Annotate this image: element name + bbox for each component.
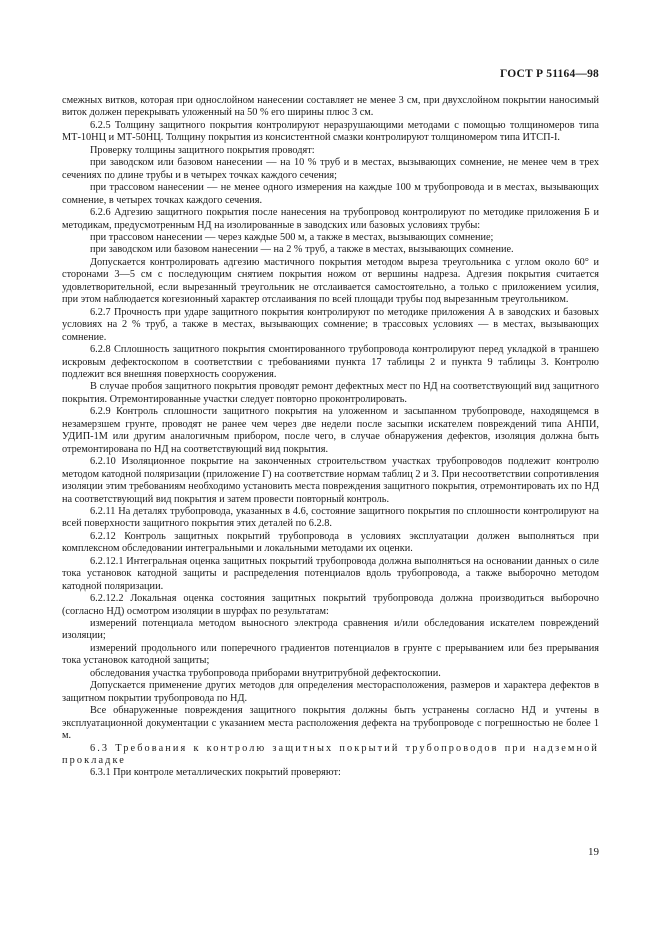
paragraph: обследования участка трубопровода приборами внутритрубной дефектоскопии. (90, 667, 441, 679)
paragraph: 6.2.9 Контроль сплошности защитного покрытия на уложенном и засыпанном трубопроводе, находящемся в незамерзшем грунте, проводят не ранее чем через две недели после засыпки искателем повреждений типа АНПИ, УДИП-1М или другим аналогичным прибором, после чего, в случае обнаружения дефектов, изоляция должна быть отремонтирована по НД на соответствующий вид покрытия. (62, 406, 599, 455)
paragraph: Допускается контролировать адгезию мастичного покрытия методом выреза треугольника с углом около 60° и сторонами 3—5 см с последующим снятием покрытия ножом от вершины надреза. Адгезия покрытия считается удовлетворительной, если вырезанный треугольник не отслаивается самостоятельно, а только с приложением усилия, при этом наблюдается когезионный характер отслаивания по всей площади трубы под вырезанным треугольником. (62, 256, 599, 306)
paragraph: 6.2.5 Толщину защитного покрытия контролируют неразрушающими методами с помощью толщиномеров типа МТ-10НЦ и МТ-50НЦ. Толщину покрытия из консистентной смазки контролируют толщиномером типа ИТСП-I. (62, 119, 599, 144)
paragraph: измерений потенциала методом выносного электрода сравнения и/или обследования искателем повреждений изоляции; (62, 618, 599, 642)
paragraph: 6.2.6 Адгезию защитного покрытия после нанесения на трубопровод контролируют по методике приложения Б и методикам, предусмотренным НД на изолированные в заводских или базовых условиях трубы: (62, 207, 599, 231)
paragraph: Все обнаруженные повреждения защитного покрытия должны быть устранены согласно НД и учтены в эксплуатационной документации с указанием места расположения дефекта на трубопроводе с погрешностью не более 1 м. (62, 705, 599, 742)
page-number: 19 (588, 846, 599, 858)
document-body (62, 95, 599, 780)
section-heading: 6.3 Требования к контролю защитных покрытий трубопроводов при надземной прокладке (62, 742, 599, 767)
paragraph: 6.2.12 Контроль защитных покрытий трубопровода в условиях эксплуатации должен выполняться при комплексном обследовании интегральными и локальными методами их оценки. (62, 530, 599, 555)
paragraph: при заводском или базовом нанесении — на 2 % труб, а также в местах, вызывающих сомнение. (90, 244, 514, 256)
paragraph: 6.2.11 На деталях трубопровода, указанных в 4.6, состояние защитного покрытия по сплошности контролируют на всей поверхности защитного покрытия этих деталей по 6.2.8. (62, 505, 599, 530)
paragraph: при трассовом нанесении — не менее одного измерения на каждые 100 м трубопровода и в местах, вызывающих сомнение, в четырех точках каждого сечения. (62, 182, 599, 206)
paragraph: 6.2.8 Сплошность защитного покрытия смонтированного трубопровода контролируют перед укладкой в траншею искровым дефектоскопом в соответствии с требованиями пункта 17 таблицы 2 и пункта 9 таблицы 3. Контролю подлежит вся внешняя поверхность сооружения. (62, 344, 599, 380)
paragraph: смежных витков, которая при однослойном нанесении составляет не менее 3 см, при двухслойном покрытии наносимый виток должен перекрывать уложенный на 50 % его ширины плюс 3 см. (62, 95, 599, 119)
paragraph: при заводском или базовом нанесении — на 10 % труб и в местах, вызывающих сомнение, не менее чем в трех сечениях по длине трубы и в четырех точках каждого сечения; (62, 157, 599, 181)
paragraph: 6.2.12.2 Локальная оценка состояния защитных покрытий трубопровода должна производиться выборочно (согласно НД) осмотром изоляции в шурфах по результатам: (62, 593, 599, 617)
paragraph: 6.2.7 Прочность при ударе защитного покрытия контролируют по методике приложения А в заводских и базовых условиях на 2 % труб, а также в местах, вызывающих сомнение; в трассовых условиях — в местах, вызывающих сомнение. (62, 306, 599, 343)
paragraph: Проверку толщины защитного покрытия проводят: (90, 144, 315, 156)
paragraph: Допускается применение других методов для определения месторасположения, размеров и характера дефектов в защитном покрытии трубопровода по НД. (62, 680, 599, 704)
document-header: ГОСТ Р 51164—98 (500, 68, 599, 80)
paragraph: В случае пробоя защитного покрытия проводят ремонт дефектных мест по НД на соответствующий вид защитного покрытия. Отремонтированные участки следует повторно проконтролировать. (62, 381, 599, 405)
paragraph: 6.2.10 Изоляционное покрытие на законченных строительством участках трубопроводов подлежит контролю методом катодной поляризации (приложение Г) на соответствие нормам таблиц 2 и 3. При несоответствии сопротивления изоляции этим требованиям необходимо установить места повреждения защитного покрытия, отремонтировать их по НД на соответствующий вид покрытия и затем провести повторный контроль. (62, 456, 599, 505)
paragraph: при трассовом нанесении — через каждые 500 м, а также в местах, вызывающих сомнение; (90, 231, 494, 243)
paragraph: 6.2.12.1 Интегральная оценка защитных покрытий трубопровода должна выполняться на основании данных о силе тока установок катодной защиты и распределения потенциалов вдоль трубопровода, а также выборочно методом катодной поляризации. (62, 555, 599, 592)
paragraph: 6.3.1 При контроле металлических покрытий проверяют: (90, 767, 341, 779)
paragraph: измерений продольного или поперечного градиентов потенциалов в грунте с прерыванием или без прерывания тока установок катодной защиты; (62, 642, 599, 667)
